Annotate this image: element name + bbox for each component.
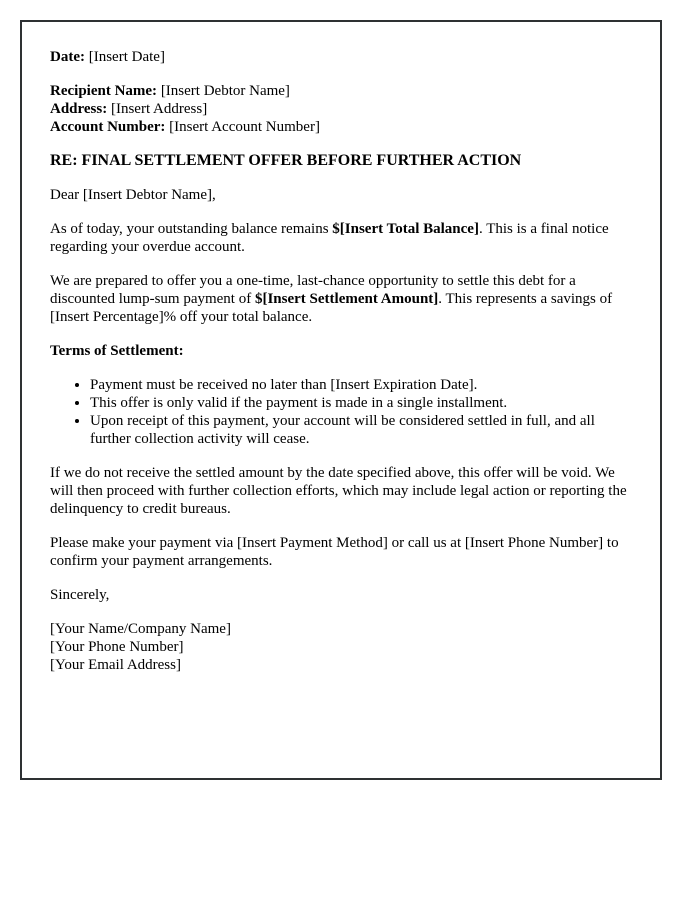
address-line	[50, 100, 635, 118]
date-label: Date:	[50, 49, 85, 65]
void-paragraph: If we do not receive the settled amount by the date specified above, this offer will be void. We will then proceed with further collection efforts, which may include legal action or reporting the delinquency to credit bureaus.	[50, 465, 627, 517]
terms-heading: Terms of Settlement:	[50, 343, 184, 359]
signature-name: [Your Name/Company Name]	[50, 621, 231, 637]
balance-amount-placeholder: $[Insert Total Balance]	[332, 221, 479, 237]
letter-page	[20, 20, 662, 780]
closing: Sincerely,	[50, 587, 110, 603]
signature-phone: [Your Phone Number]	[50, 639, 184, 655]
balance-paragraph-post: . This is a final notice regarding your overdue account.	[50, 221, 609, 255]
settlement-amount-placeholder: $[Insert Settlement Amount]	[254, 291, 439, 307]
address-value: [Insert Address]	[107, 101, 208, 117]
terms-list	[50, 376, 635, 448]
term-item-settled-in-full: • Upon receipt of this payment, your account will be considered settled in full, and all further collection activity will cease.	[90, 412, 635, 448]
signature-email: [Your Email Address]	[50, 657, 181, 673]
signature-block	[50, 620, 635, 674]
offer-paragraph	[50, 272, 635, 326]
offer-paragraph-post: . This represents a savings of [Insert Percentage]% off your total balance.	[50, 291, 613, 325]
balance-paragraph-pre: As of today, your outstanding balance remains	[50, 221, 333, 237]
recipient-label: Recipient Name:	[50, 83, 158, 99]
recipient-value: [Insert Debtor Name]	[157, 83, 290, 99]
recipient-block	[50, 82, 635, 136]
recipient-line	[50, 82, 635, 100]
account-line	[50, 118, 635, 136]
balance-paragraph	[50, 220, 635, 256]
date-value: [Insert Date]	[84, 49, 165, 65]
address-label: Address:	[50, 101, 108, 117]
payment-paragraph: Please make your payment via [Insert Payment Method] or call us at [Insert Phone Number] to confirm your payment arrangements.	[50, 535, 619, 569]
offer-paragraph-pre: We are prepared to offer you a one-time, last-chance opportunity to settle this debt for a discounted lump-sum payment of	[50, 273, 576, 307]
date-line	[50, 48, 635, 66]
account-label: Account Number:	[50, 119, 166, 135]
salutation: Dear [Insert Debtor Name],	[50, 187, 216, 203]
term-item-expiration: • Payment must be received no later than [Insert Expiration Date].	[90, 376, 635, 394]
subject-line: RE: FINAL SETTLEMENT OFFER BEFORE FURTHER ACTION	[50, 152, 522, 169]
account-value: [Insert Account Number]	[165, 119, 320, 135]
term-item-single-installment: • This offer is only valid if the payment is made in a single installment.	[90, 394, 635, 412]
